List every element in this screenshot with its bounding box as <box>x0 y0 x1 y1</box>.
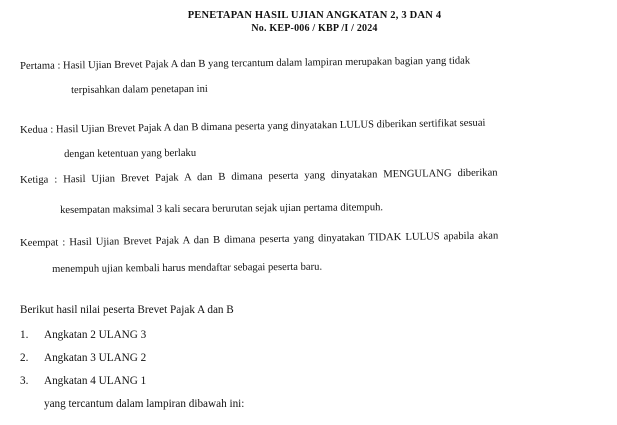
decision-kedua-line2: dengan ketentuan yang berlaku <box>64 147 197 160</box>
list-item <box>20 375 146 387</box>
list-item <box>20 352 146 364</box>
results-closing: yang tercantum dalam lampiran dibawah ini: <box>44 398 245 410</box>
decision-pertama-line2: terpisahkan dalam penetapan ini <box>71 83 208 96</box>
list-item-text: Angkatan 4 ULANG 1 <box>44 375 147 387</box>
decision-kedua-line1: Kedua : Hasil Ujian Brevet Pajak A dan B dimana peserta yang dinyatakan LULUS diberikan sertifikat sesuai <box>20 117 486 136</box>
decision-keempat-line1: Keempat : Hasil Ujian Brevet Pajak A dan B dimana peserta yang dinyatakan TIDAK LULUS apabila akan <box>20 230 499 249</box>
list-item-number: 1. <box>20 329 29 341</box>
decision-pertama-line1: Pertama : Hasil Ujian Brevet Pajak A dan B yang tercantum dalam lampiran merupakan bagian yang tidak <box>20 55 471 72</box>
decision-keempat-line2: menempuh ujian kembali harus mendaftar sebagai peserta baru. <box>52 261 323 275</box>
document-number: No. KEP-006 / KBP /I / 2024 <box>251 23 378 34</box>
list-item-text: Angkatan 3 ULANG 2 <box>44 352 147 364</box>
decision-ketiga-line1: Ketiga : Hasil Ujian Brevet Pajak A dan B dimana peserta yang dinyatakan MENGULANG diberikan <box>20 167 498 186</box>
list-item-number: 2. <box>20 352 29 364</box>
list-item <box>20 329 146 341</box>
document-title: PENETAPAN HASIL UJIAN ANGKATAN 2, 3 DAN 4 <box>187 10 442 21</box>
results-intro: Berikut hasil nilai peserta Brevet Pajak A dan B <box>20 304 234 316</box>
decision-ketiga-line2: kesempatan maksimal 3 kali secara berurutan sejak ujian pertama ditempuh. <box>60 202 384 216</box>
list-item-number: 3. <box>20 375 29 387</box>
list-item-text: Angkatan 2 ULANG 3 <box>44 329 147 341</box>
